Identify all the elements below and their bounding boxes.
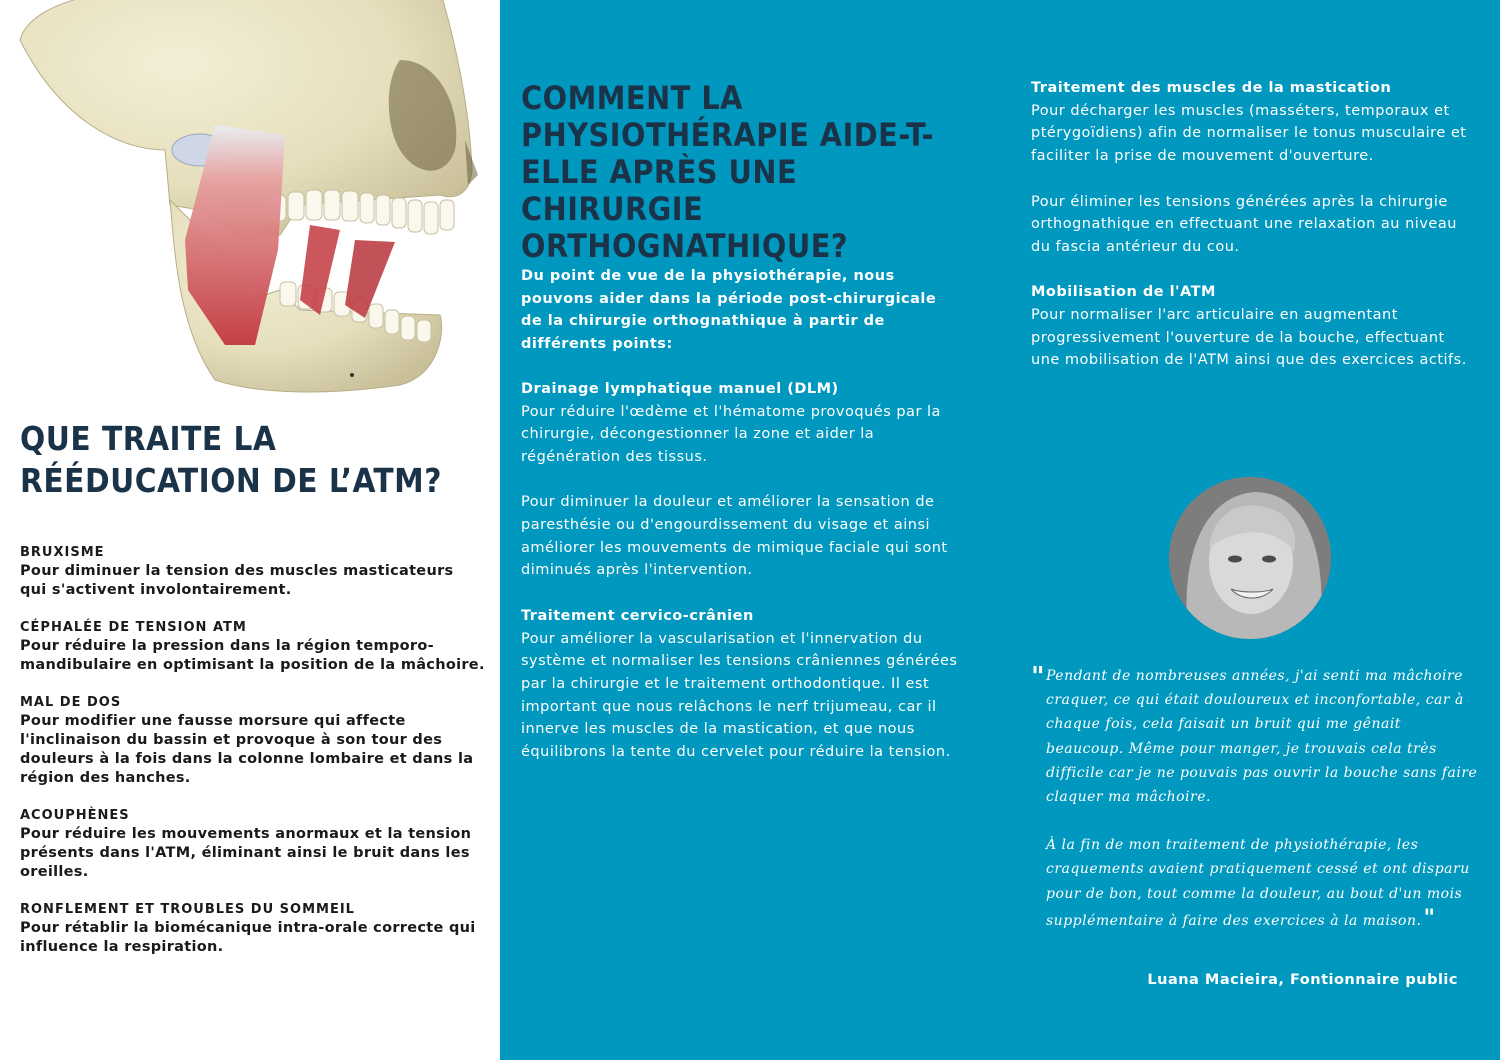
physio-benefits-column bbox=[521, 265, 961, 786]
list-item bbox=[20, 807, 485, 882]
cervico-text: Pour améliorer la vascularisation et l'innervation du système et normaliser les tensions crâniennes générées par la chirurgie et le traitement orthodontique. Il est important que nous relâchons le nerf trijumeau, car il innerve les muscles de la mastication, et que nous équilibrons la tente du cervelet pour réduire la tension. bbox=[521, 630, 958, 761]
list-item-text: Pour réduire les mouvements anormaux et la tension présents dans l'ATM, éliminant ainsi le bruit dans les oreilles. bbox=[20, 826, 472, 880]
testimonial-quote bbox=[1031, 664, 1481, 933]
cervico-heading: Traitement cervico-crânien bbox=[521, 607, 754, 624]
treatment-details-column bbox=[1031, 77, 1471, 395]
list-item-text: Pour réduire la pression dans la région temporo-mandibulaire en optimisant la position de la mâchoire. bbox=[20, 638, 485, 673]
list-item-heading: RONFLEMENT ET TROUBLES DU SOMMEIL bbox=[20, 902, 355, 917]
list-item bbox=[20, 619, 485, 675]
open-quote-mark: " bbox=[1031, 662, 1045, 692]
pain-paragraph: Pour diminuer la douleur et améliorer la sensation de paresthésie ou d'engourdissement du visage et ainsi améliorer les mouvements de mimique faciale qui sont diminués après l'intervention. bbox=[521, 494, 948, 579]
quote-paragraph bbox=[1046, 833, 1481, 933]
dlm-section bbox=[521, 378, 961, 469]
cervico-section bbox=[521, 605, 961, 764]
mastication-section bbox=[1031, 77, 1471, 168]
list-item bbox=[20, 694, 485, 788]
jaw-anatomy-illustration bbox=[0, 0, 500, 395]
list-item bbox=[20, 544, 485, 600]
list-item bbox=[20, 901, 485, 957]
quote-author: Luana Macieira, Fontionnaire public bbox=[1147, 972, 1458, 988]
list-item-heading: ACOUPHÈNES bbox=[20, 808, 130, 823]
dlm-heading: Drainage lymphatique manuel (DLM) bbox=[521, 380, 839, 397]
left-section-title: QUE TRAITE LA RÉÉDUCATION DE L’ATM? bbox=[20, 419, 442, 500]
list-item-text: Pour diminuer la tension des muscles masticateurs qui s'activent involontairement. bbox=[20, 563, 454, 598]
list-item-text: Pour rétablir la biomécanique intra-orale correcte qui influence la respiration. bbox=[20, 920, 476, 955]
left-panel bbox=[0, 0, 500, 1060]
intro-paragraph: Du point de vue de la physiothérapie, nous pouvons aider dans la période post-chirurgicale de la chirurgie orthognathique à partir de différents points: bbox=[521, 268, 937, 353]
quote-body bbox=[1046, 664, 1481, 933]
atm-heading: Mobilisation de l'ATM bbox=[1031, 284, 1216, 301]
close-quote-mark: " bbox=[1423, 904, 1436, 931]
middle-section-title: COMMENT LA PHYSIOTHÉRAPIE AIDE-T-ELLE APRÈS UNE CHIRURGIE ORTHOGNATHIQUE? bbox=[521, 79, 934, 265]
mastication-heading: Traitement des muscles de la mastication bbox=[1031, 80, 1392, 96]
quote-paragraph: Pendant de nombreuses années, j'ai senti ma mâchoire craquer, ce qui était douloureux et inconfortable, car à chaque fois, cela faisait un bruit qui me gênait beaucoup. Même pour manger, je trouvais cela très difficile car je ne pouvais pas ouvrir la bouche sans faire claquer ma mâchoire. bbox=[1046, 668, 1478, 806]
list-item-heading: MAL DE DOS bbox=[20, 695, 122, 710]
quote-paragraph-text: À la fin de mon traitement de physiothérapie, les craquements avaient pratiquement cessé et ont disparu pour de bon, tout comme la douleur, au bout d'un mois supplémentaire à faire des exercices à la maison. bbox=[1046, 837, 1470, 929]
portrait-photo bbox=[1169, 477, 1331, 639]
dlm-text: Pour réduire l'œdème et l'hématome provoqués par la chirurgie, décongestionner la zone et aider la régénération des tissus. bbox=[521, 403, 941, 465]
mastication-text: Pour décharger les muscles (masséters, temporaux et ptérygoïdiens) afin de normaliser le tonus musculaire et faciliter la prise de mouvement d'ouverture. bbox=[1031, 102, 1467, 165]
list-item-heading: BRUXISME bbox=[20, 545, 105, 560]
list-item-text: Pour modifier une fausse morsure qui affecte l'inclinaison du bassin et provoque à son tour des douleurs à la fois dans la colonne lombaire et dans la région des hanches. bbox=[20, 713, 474, 786]
list-item-heading: CÉPHALÉE DE TENSION ATM bbox=[20, 620, 247, 635]
atm-section bbox=[1031, 281, 1471, 372]
fascia-paragraph: Pour éliminer les tensions générées après la chirurgie orthognathique en effectuant une relaxation au niveau du fascia antérieur du cou. bbox=[1031, 193, 1457, 255]
testimonial-avatar bbox=[1169, 477, 1331, 639]
treatment-list bbox=[20, 544, 485, 976]
atm-text: Pour normaliser l'arc articulaire en augmentant progressivement l'ouverture de la bouche, effectuant une mobilisation de l'ATM ainsi que des exercices actifs. bbox=[1031, 307, 1467, 369]
